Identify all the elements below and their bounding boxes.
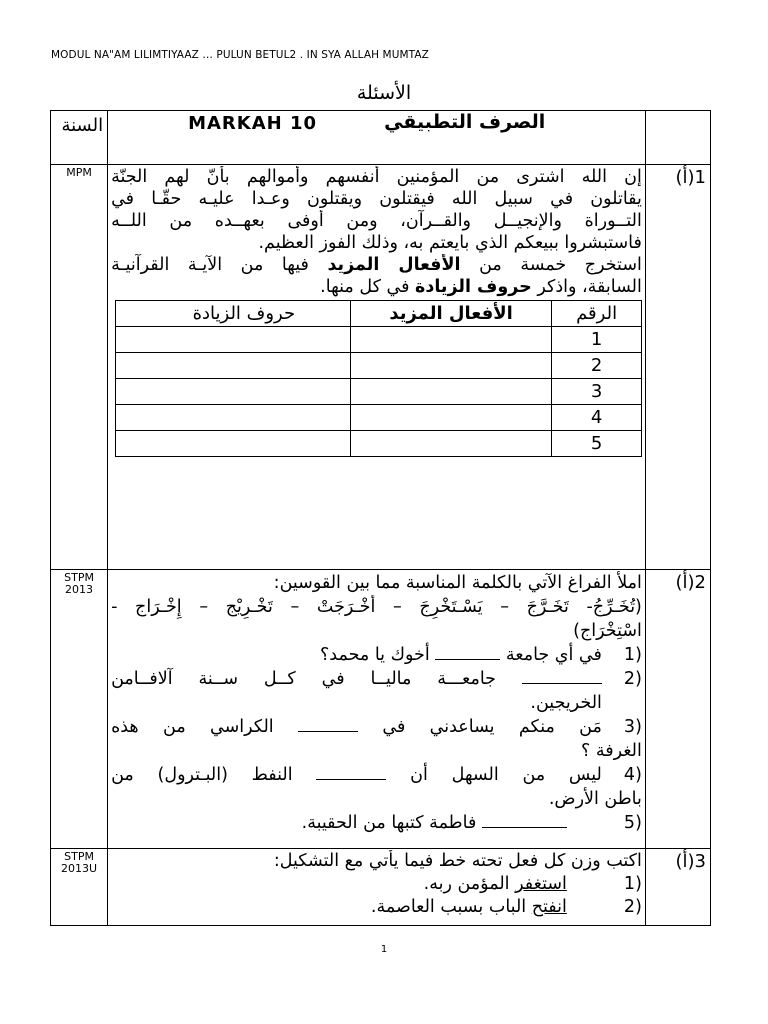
title-cell <box>108 111 646 165</box>
instruction-line: املأ الفراغ الآتي بالكلمة المناسبة مما بين القوسين: <box>273 573 642 593</box>
blank-field[interactable] <box>435 643 500 660</box>
page-header: MODUL NA"AM LILIMTIYAAZ … PULUN BETUL2 . IN SYA ALLAH MUMTAZ <box>51 49 429 61</box>
table-row <box>116 379 642 405</box>
blank-field[interactable] <box>522 667 602 684</box>
answer-cell[interactable] <box>116 431 351 457</box>
source-cell <box>51 570 108 849</box>
question-body-cell <box>108 165 646 570</box>
list-item: (1 في أي جامعة أخوك يا محمد؟ <box>320 645 642 665</box>
blank-field[interactable] <box>298 715 358 732</box>
question-number-cell <box>645 165 710 570</box>
question-row-2 <box>51 570 711 849</box>
answer-cell[interactable] <box>116 327 351 353</box>
answer-cell[interactable] <box>351 405 552 431</box>
markah-label: MARKAH 10 <box>188 113 318 134</box>
list-item: (2 انفتح الباب بسبب العاصمة. <box>370 897 642 917</box>
header-number: الرقم <box>552 301 642 327</box>
answer-cell[interactable] <box>116 405 351 431</box>
answer-cell[interactable] <box>116 353 351 379</box>
page-number: 1 <box>380 944 388 955</box>
source-column-label: السنة <box>61 115 104 136</box>
table-row <box>116 327 642 353</box>
list-item: (3 مَن منكم يساعدني في الكراسي من هذه <box>111 717 642 737</box>
question-number-cell <box>645 849 710 926</box>
table-header-row <box>51 111 711 165</box>
options-line: (تُخَـرِّجُ- تَخَـرَّجَ – يَسْـتَخْرِجَ – أُخْـرَجَتْ – تَخْـرِيْج – إِخْـرَاج - <box>111 597 642 617</box>
question-row-3 <box>51 849 711 926</box>
page-title: الأسئلة <box>356 82 412 104</box>
source-label: MPM <box>66 166 92 179</box>
instruction-line: اكتب وزن كل فعل تحته خط فيما يأتي مع التشكيل: <box>273 851 642 871</box>
options-line: اسْتِخْرَاج) <box>573 621 642 641</box>
questions-table <box>50 110 711 926</box>
header-verbs: الأفعال المزيد <box>351 301 552 327</box>
row-number: 4 <box>552 405 642 431</box>
list-item: (4 ليس من السهل أن النفط (البـترول) من <box>111 765 642 785</box>
table-row <box>116 405 642 431</box>
source-header-cell <box>51 111 108 165</box>
answer-cell[interactable] <box>351 353 552 379</box>
answer-cell[interactable] <box>351 431 552 457</box>
question-body-cell <box>108 570 646 849</box>
subject-title: الصرف التطبيقي <box>384 111 546 133</box>
list-item-continuation: الغرفة ؟ <box>580 741 642 761</box>
source-label: STPM 2013U <box>61 850 98 875</box>
source-cell <box>51 849 108 926</box>
question-number-cell <box>645 570 710 849</box>
instruction-line: استخرج خمسة من الأفعال المزيد فيها من الآيـة القرآنيـة <box>111 255 642 275</box>
list-item: (1 استغفر المؤمن ربه. <box>423 874 642 894</box>
row-number: 5 <box>552 431 642 457</box>
question-number: 3(أ) <box>675 851 706 872</box>
verse-line: التــوراة والإنجيــل والقــرآن، ومن أوفى بعهــده من اللــه <box>111 211 642 231</box>
list-item: (5 فاطمة كتبها من الحقيبة. <box>301 813 642 833</box>
list-item: (2 جامعـــة ماليــا في كــل ســنة آلافــامن <box>111 669 642 689</box>
blank-field[interactable] <box>482 811 567 828</box>
table-row <box>116 353 642 379</box>
underlined-verb: استغفر <box>515 874 567 894</box>
list-item-continuation: باطن الأرض. <box>548 789 642 809</box>
question-row-1 <box>51 165 711 570</box>
answer-table-header <box>116 301 642 327</box>
row-number: 2 <box>552 353 642 379</box>
blank-field[interactable] <box>316 763 386 780</box>
source-cell <box>51 165 108 570</box>
header-letters: حروف الزيادة <box>116 301 351 327</box>
row-number: 1 <box>552 327 642 353</box>
underlined-verb: انفتح <box>531 897 567 917</box>
row-number: 3 <box>552 379 642 405</box>
question-number: 2(أ) <box>675 572 706 593</box>
verse-line: إن الله اشترى من المؤمنين أنفسهم وأموالهم بأنّ لهم الجنّة <box>111 167 642 187</box>
answer-cell[interactable] <box>116 379 351 405</box>
question-body-cell <box>108 849 646 926</box>
verse-line: يقاتلون في سبيل الله فيقتلون ويقتلون وعـدا عليـه حقّـا في <box>111 189 642 209</box>
verse-line: فاستبشروا ببيعكم الذي بايعتم به، وذلك الفوز العظيم. <box>258 233 642 253</box>
instruction-line: السابقة، واذكر حروف الزيادة في كل منها. <box>320 277 642 297</box>
answer-cell[interactable] <box>351 379 552 405</box>
number-header-cell <box>645 111 710 165</box>
source-label: STPM 2013 <box>64 571 94 596</box>
answer-table <box>115 300 642 457</box>
question-number: 1(أ) <box>675 167 706 188</box>
table-row <box>116 431 642 457</box>
answer-cell[interactable] <box>351 327 552 353</box>
list-item-continuation: الخريجين. <box>530 693 602 713</box>
